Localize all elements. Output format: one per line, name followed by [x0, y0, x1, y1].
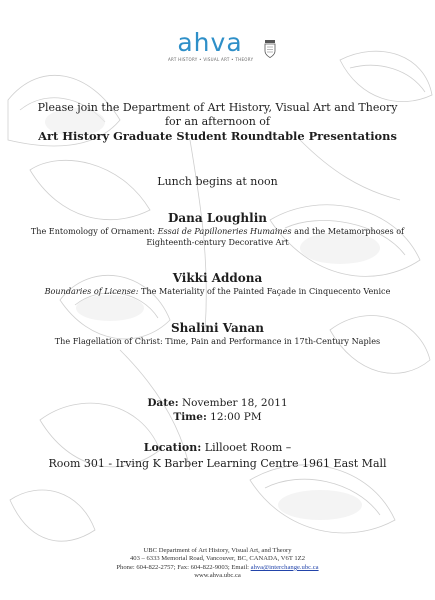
location-value: Lillooet Room – [201, 441, 292, 454]
event-date [0, 396, 435, 410]
presentation-title-part: The Materiality of the Painted Façade in Cinquecento Venice [138, 286, 391, 296]
event-time [0, 410, 435, 424]
presenter-name: Dana Loughlin [168, 211, 267, 225]
presentation-title [0, 286, 435, 297]
presentation-title-line-2: Eighteenth-century Decorative Art [146, 237, 289, 247]
footer-department: UBC Department of Art History, Visual Art, and Theory [143, 547, 292, 554]
event-date-time [0, 396, 435, 424]
footer-contact [0, 564, 435, 572]
presentation-title [0, 226, 435, 237]
presenter-name: Vikki Addona [172, 271, 263, 285]
presentation-title-italic: Essai de Papilloneries Humaines [157, 226, 292, 236]
date-value: November 18, 2011 [178, 397, 288, 409]
ahva-logo [168, 30, 252, 62]
presentation-title-italic: Boundaries of License: [44, 286, 139, 296]
date-label: Date: [147, 397, 179, 409]
footer-email-link[interactable]: ahva@interchange.ubc.ca [250, 563, 319, 571]
event-location [0, 440, 435, 472]
footer-phone-fax: Phone: 604-822-2757; Fax: 604-822-9003; Email: [116, 563, 251, 571]
department-footer [0, 547, 435, 581]
logo-tagline: ART HISTORY • VISUAL ART • THEORY [168, 57, 254, 62]
location-line-1 [0, 440, 435, 456]
time-value: 12:00 PM [206, 411, 262, 423]
footer-website-link[interactable]: www.ahva.ubc.ca [194, 572, 241, 580]
location-line-2: Room 301 - Irving K Barber Learning Centre 1961 East Mall [48, 457, 387, 470]
presentation-2 [0, 271, 435, 297]
invite-line-2: for an afternoon of [164, 115, 270, 128]
invite-line-1: Please join the Department of Art History, Visual Art and Theory [37, 101, 398, 114]
invitation-text [0, 101, 435, 143]
footer-address: 403 – 6333 Memorial Road, Vancouver, BC, CANADA, V6T 1Z2 [129, 555, 305, 563]
ubc-crest-icon [264, 40, 276, 58]
presentation-title: The Flagellation of Christ: Time, Pain and Performance in 17th-Century Naples [54, 336, 381, 346]
presentation-1 [0, 211, 435, 248]
presentation-title-part: and the Metamorphoses of [291, 226, 405, 236]
location-label: Location: [143, 441, 202, 454]
time-label: Time: [173, 411, 207, 423]
presenter-name: Shalini Vanan [171, 321, 264, 335]
logo-wordmark: ahva [177, 28, 243, 57]
presentation-title-part: The Entomology of Ornament: [30, 226, 158, 236]
event-title: Art History Graduate Student Roundtable Presentations [38, 129, 397, 143]
lunch-note: Lunch begins at noon [157, 175, 278, 188]
presentation-3 [0, 321, 435, 347]
